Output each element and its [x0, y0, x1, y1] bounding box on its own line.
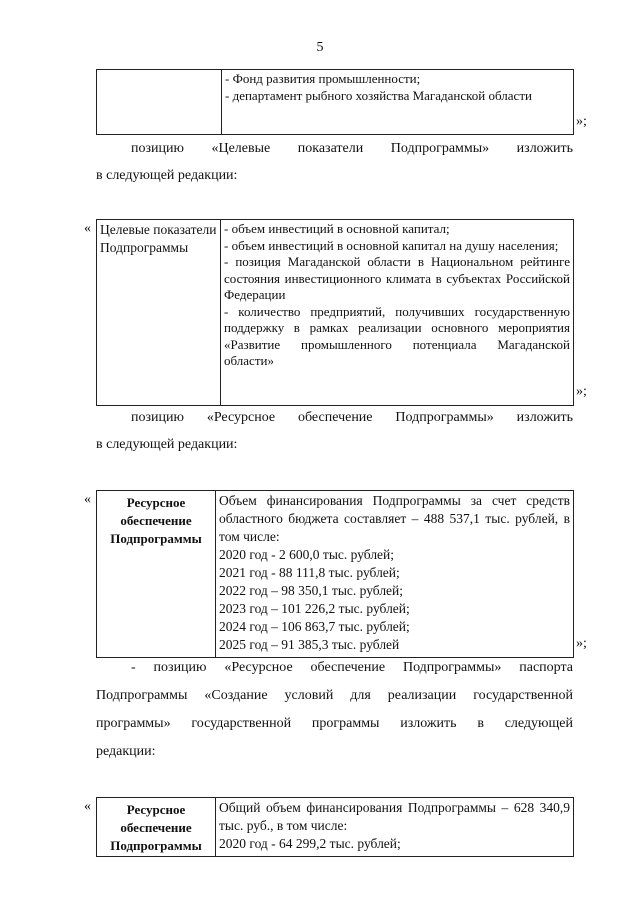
funding-year: 2020 год - 64 299,2 тыс. рублей;: [219, 836, 401, 851]
list-item: - Фонд развития промышленности;: [225, 71, 421, 86]
list-item: - объем инвестиций в основной капитал;: [224, 221, 450, 236]
paragraph-line: программы» государственной программы изложить в следующей: [96, 716, 573, 731]
paragraph-line: в следующей редакции:: [96, 437, 238, 452]
table-content-cell: [216, 491, 574, 658]
table-label-cell: Ресурсное обеспечение Подпрограммы: [97, 491, 216, 658]
closing-quote: »;: [576, 114, 587, 129]
closing-quote: »;: [576, 384, 587, 399]
paragraph-line: позицию «Ресурсное обеспечение Подпрограммы» изложить: [131, 410, 573, 425]
funding-year: 2025 год – 91 385,3 тыс. рублей: [219, 637, 400, 652]
table-content-cell: [221, 220, 574, 406]
funding-year: 2020 год - 2 600,0 тыс. рублей;: [219, 547, 395, 562]
opening-quote: «: [84, 799, 91, 814]
funding-year: 2023 год – 101 226,2 тыс. рублей;: [219, 601, 410, 616]
funding-intro: Объем финансирования Подпрограммы за счет средств областного бюджета составляет – 488 537,1 тыс. рублей, в том числе:: [219, 493, 570, 544]
opening-quote: «: [84, 492, 91, 507]
table-label-cell: [97, 70, 222, 135]
paragraph-line: в следующей редакции:: [96, 168, 238, 183]
table-label-cell: Ресурсное обеспечение Подпрограммы: [97, 798, 216, 857]
funding-intro: Общий объем финансирования Подпрограммы – 628 340,9 тыс. руб., в том числе:: [219, 800, 570, 833]
page-number: 5: [316, 40, 324, 55]
list-item: - количество предприятий, получивших государственную поддержку в рамках реализации основного мероприятия «Развитие промышленного потенциала Магаданской области»: [224, 303, 570, 368]
table-content-cell: [216, 798, 574, 857]
paragraph-line: позицию «Целевые показатели Подпрограммы» изложить: [131, 141, 573, 156]
table-content-cell: [222, 70, 574, 135]
table-continuation: [96, 69, 574, 135]
list-item: - позиция Магаданской области в Национальном рейтинге состояния инвестиционного климата в субъектах Российской Федерации: [224, 254, 570, 302]
funding-year: 2022 год – 98 350,1 тыс. рублей;: [219, 583, 404, 598]
funding-year: 2024 год – 106 863,7 тыс. рублей;: [219, 619, 410, 634]
table-resource-provision: [96, 490, 574, 658]
list-item: - объем инвестиций в основной капитал на душу населения;: [224, 237, 559, 253]
opening-quote: «: [84, 221, 91, 236]
paragraph-line: редакции:: [96, 744, 156, 759]
closing-quote: »;: [576, 636, 587, 651]
paragraph-line: Подпрограммы «Создание условий для реализации государственной: [96, 688, 573, 703]
funding-year: 2021 год - 88 111,8 тыс. рублей;: [219, 565, 400, 580]
table-label-cell: Целевые показатели Подпрограммы: [97, 220, 221, 406]
table-resource-provision-general: [96, 797, 574, 857]
list-item: - департамент рыбного хозяйства Магаданской области: [225, 87, 532, 103]
paragraph-line: - позицию «Ресурсное обеспечение Подпрограммы» паспорта: [131, 660, 573, 675]
table-target-indicators: [96, 219, 574, 406]
